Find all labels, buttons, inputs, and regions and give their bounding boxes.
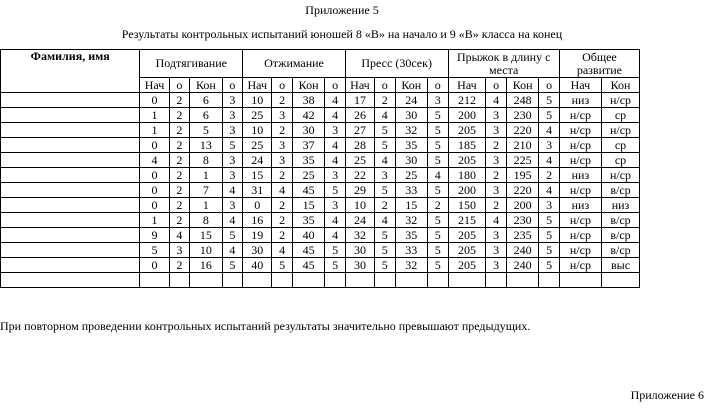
table-row (1, 183, 640, 198)
table-cell (427, 273, 448, 288)
table-cell: 5 (222, 228, 243, 243)
table-cell: 40 (292, 228, 324, 243)
table-cell: 205 (448, 243, 486, 258)
table-cell: 7 (190, 183, 222, 198)
table-cell: 24 (345, 213, 374, 228)
table-cell: н/ср (559, 183, 601, 198)
table-cell: 2 (486, 198, 507, 213)
table-cell: низ (602, 198, 640, 213)
table-cell: 235 (506, 228, 538, 243)
table-cell: 30 (395, 108, 427, 123)
table-cell: 5 (375, 228, 396, 243)
table-cell: 4 (325, 93, 346, 108)
table-cell: 5 (539, 108, 560, 123)
table-cell: 5 (272, 258, 293, 273)
page-title: Приложение 5 (305, 3, 379, 17)
table-cell: 4 (222, 213, 243, 228)
table-cell: н/ср (559, 228, 601, 243)
table-cell: 15 (292, 198, 324, 213)
table-cell: 2 (169, 108, 190, 123)
name-column-header: Фамилия, имя (1, 50, 140, 93)
table-cell: 30 (345, 258, 374, 273)
table-cell: 215 (448, 213, 486, 228)
table-cell: 45 (292, 258, 324, 273)
subheader-cell: о (222, 78, 243, 93)
table-cell: 35 (395, 228, 427, 243)
table-cell: 16 (243, 213, 272, 228)
table-cell: 205 (448, 123, 486, 138)
table-cell: 5 (427, 108, 448, 123)
name-cell (1, 273, 140, 288)
name-cell (1, 258, 140, 273)
table-cell: 8 (190, 213, 222, 228)
table-cell: 3 (325, 198, 346, 213)
table-cell: 4 (272, 243, 293, 258)
table-cell: н/ср (559, 123, 601, 138)
results-body (1, 93, 640, 288)
table-cell: 35 (292, 213, 324, 228)
table-cell (486, 273, 507, 288)
table-cell: 38 (292, 93, 324, 108)
table-cell: н/ср (559, 243, 601, 258)
table-cell (325, 273, 346, 288)
table-cell: 30 (292, 123, 324, 138)
table-cell: 4 (427, 168, 448, 183)
table-cell: 3 (272, 138, 293, 153)
table-cell: 5 (325, 183, 346, 198)
table-cell: 5 (222, 138, 243, 153)
table-cell: 4 (539, 183, 560, 198)
table-cell: 10 (243, 93, 272, 108)
table-cell: 2 (486, 138, 507, 153)
table-cell: 5 (375, 258, 396, 273)
table-cell: 35 (395, 138, 427, 153)
table-cell: 4 (375, 213, 396, 228)
table-cell: н/ср (602, 123, 640, 138)
table-cell: 1 (140, 108, 169, 123)
table-cell: 10 (190, 243, 222, 258)
table-cell: 2 (375, 93, 396, 108)
table-cell: 1 (190, 168, 222, 183)
group-header-long-jump: Прыжок в длину с места (448, 50, 559, 78)
table-cell (539, 273, 560, 288)
table-row (1, 123, 640, 138)
table-cell: 5 (140, 243, 169, 258)
table-cell: 2 (272, 228, 293, 243)
table-cell (222, 273, 243, 288)
table-cell: 25 (243, 108, 272, 123)
table-cell: 3 (486, 123, 507, 138)
table-cell: 4 (539, 123, 560, 138)
table-cell: 248 (506, 93, 538, 108)
table-cell: 3 (222, 153, 243, 168)
table-cell (602, 273, 640, 288)
table-cell: 3 (486, 243, 507, 258)
table-cell: 1 (190, 198, 222, 213)
table-cell: 2 (272, 168, 293, 183)
table-cell: 225 (506, 153, 538, 168)
table-cell: 22 (345, 168, 374, 183)
table-cell: 3 (375, 168, 396, 183)
table-cell: 4 (325, 213, 346, 228)
subheader-cell: Кон (602, 78, 640, 93)
table-cell: 200 (506, 198, 538, 213)
table-cell: 2 (427, 198, 448, 213)
table-cell: 5 (325, 243, 346, 258)
table-cell: 3 (325, 123, 346, 138)
table-cell (190, 273, 222, 288)
table-row (1, 108, 640, 123)
table-cell: 3 (222, 198, 243, 213)
table-cell: 195 (506, 168, 538, 183)
subheader-cell: Нач (243, 78, 272, 93)
table-cell: 10 (243, 123, 272, 138)
table-row (1, 153, 640, 168)
table-cell (169, 273, 190, 288)
name-cell (1, 183, 140, 198)
table-cell: н/ср (559, 138, 601, 153)
table-cell: 5 (427, 153, 448, 168)
table-cell (140, 273, 169, 288)
table-cell: 6 (190, 108, 222, 123)
table-cell: н/ср (559, 213, 601, 228)
table-cell: 180 (448, 168, 486, 183)
table-cell (272, 273, 293, 288)
table-cell: 25 (292, 168, 324, 183)
table-cell: 17 (345, 93, 374, 108)
table-cell: 220 (506, 183, 538, 198)
name-cell (1, 108, 140, 123)
table-cell: 2 (169, 153, 190, 168)
table-cell: 25 (345, 153, 374, 168)
table-cell: 4 (325, 153, 346, 168)
table-cell: 5 (539, 228, 560, 243)
subheader-cell: о (539, 78, 560, 93)
table-cell: 5 (375, 183, 396, 198)
subheader-cell: Кон (395, 78, 427, 93)
table-cell: 3 (486, 108, 507, 123)
group-header-pushups: Отжимание (243, 50, 346, 78)
table-cell: 4 (272, 183, 293, 198)
table-cell: 10 (345, 198, 374, 213)
name-cell (1, 153, 140, 168)
table-cell: 33 (395, 243, 427, 258)
table-cell: выс (602, 258, 640, 273)
table-cell: 35 (292, 153, 324, 168)
table-cell: в/ср (602, 213, 640, 228)
group-header-row (1, 50, 640, 78)
table-cell: 4 (140, 153, 169, 168)
name-cell (1, 228, 140, 243)
table-cell: 0 (140, 183, 169, 198)
table-cell: 4 (375, 153, 396, 168)
table-cell: 45 (292, 183, 324, 198)
table-cell: 240 (506, 258, 538, 273)
table-cell: 5 (375, 123, 396, 138)
table-cell: 4 (325, 108, 346, 123)
table-cell: 5 (539, 93, 560, 108)
table-cell: 2 (169, 183, 190, 198)
table-cell (559, 273, 601, 288)
table-cell: 0 (140, 198, 169, 213)
table-cell (345, 273, 374, 288)
table-row (1, 198, 640, 213)
table-cell: 2 (169, 138, 190, 153)
table-row (1, 168, 640, 183)
table-cell: 205 (448, 258, 486, 273)
table-cell: 15 (395, 198, 427, 213)
name-cell (1, 123, 140, 138)
table-cell: 200 (448, 183, 486, 198)
table-cell: 3 (222, 93, 243, 108)
table-cell: 33 (395, 183, 427, 198)
table-cell: низ (559, 198, 601, 213)
table-cell (243, 273, 272, 288)
subheader-cell: о (325, 78, 346, 93)
subheader-cell: Нач (559, 78, 601, 93)
table-cell: 26 (345, 108, 374, 123)
subheader-cell: Нач (140, 78, 169, 93)
table-cell: 3 (486, 153, 507, 168)
table-cell: 8 (190, 153, 222, 168)
table-cell: 5 (222, 258, 243, 273)
table-cell: 0 (140, 138, 169, 153)
table-cell: 13 (190, 138, 222, 153)
table-cell: 5 (427, 258, 448, 273)
table-cell: 3 (539, 198, 560, 213)
subheader-cell: Нач (448, 78, 486, 93)
table-cell: 2 (169, 168, 190, 183)
table-cell: 5 (539, 258, 560, 273)
table-cell: 3 (222, 108, 243, 123)
table-cell: 2 (539, 168, 560, 183)
table-cell: 29 (345, 183, 374, 198)
table-row (1, 243, 640, 258)
name-cell (1, 243, 140, 258)
table-cell: 15 (190, 228, 222, 243)
table-cell: 2 (169, 213, 190, 228)
name-cell (1, 138, 140, 153)
subheader-cell: о (169, 78, 190, 93)
table-cell: 200 (448, 108, 486, 123)
table-cell: 25 (243, 138, 272, 153)
table-cell: в/ср (602, 183, 640, 198)
table-cell: 42 (292, 108, 324, 123)
table-cell: 4 (486, 93, 507, 108)
table-cell: 4 (486, 213, 507, 228)
table-cell: 15 (243, 168, 272, 183)
name-cell (1, 168, 140, 183)
table-cell: 230 (506, 108, 538, 123)
table-cell: 30 (345, 243, 374, 258)
table-cell: 40 (243, 258, 272, 273)
table-cell: 3 (169, 243, 190, 258)
table-cell: 24 (243, 153, 272, 168)
table-cell: 16 (190, 258, 222, 273)
subheader-cell: о (375, 78, 396, 93)
table-cell: 30 (395, 153, 427, 168)
name-cell (1, 213, 140, 228)
table-cell: 25 (395, 168, 427, 183)
table-cell: 3 (427, 93, 448, 108)
table-cell: 205 (448, 228, 486, 243)
group-header-press: Пресс (30сек) (345, 50, 448, 78)
table-row (1, 213, 640, 228)
table-cell: 45 (292, 243, 324, 258)
table-cell: 32 (395, 258, 427, 273)
table-cell: н/ср (559, 258, 601, 273)
group-header-pullups: Подтягивание (140, 50, 243, 78)
table-cell: 5 (427, 228, 448, 243)
table-caption: Результаты контрольных испытаний юношей 8 «В» на начало и 9 «В» класса на конец (121, 27, 563, 41)
table-cell: 5 (539, 213, 560, 228)
table-cell: в/ср (602, 243, 640, 258)
table-cell (395, 273, 427, 288)
table-cell: ср (602, 153, 640, 168)
table-cell: 220 (506, 123, 538, 138)
table-cell: 150 (448, 198, 486, 213)
table-cell: 5 (190, 123, 222, 138)
table-cell: н/ср (602, 168, 640, 183)
table-cell: 27 (345, 123, 374, 138)
table-row (1, 228, 640, 243)
table-cell: н/ср (602, 93, 640, 108)
table-cell: 5 (427, 243, 448, 258)
table-cell: 1 (140, 123, 169, 138)
table-cell: 3 (486, 228, 507, 243)
table-cell: 2 (375, 198, 396, 213)
table-cell: 5 (375, 243, 396, 258)
table-cell: ср (602, 138, 640, 153)
subheader-cell: Нач (345, 78, 374, 93)
table-cell: 5 (427, 213, 448, 228)
table-cell: 28 (345, 138, 374, 153)
table-cell: 5 (539, 243, 560, 258)
table-cell: 4 (169, 228, 190, 243)
table-cell: 30 (243, 243, 272, 258)
table-cell (448, 273, 486, 288)
table-cell: 2 (272, 213, 293, 228)
table-cell: 2 (272, 123, 293, 138)
table-cell: низ (559, 168, 601, 183)
subheader-cell: Кон (190, 78, 222, 93)
table-row (1, 138, 640, 153)
table-cell: 31 (243, 183, 272, 198)
table-cell: 4 (222, 183, 243, 198)
table-cell: 0 (140, 258, 169, 273)
table-cell: 3 (222, 123, 243, 138)
subheader-cell: Кон (292, 78, 324, 93)
table-cell: 5 (427, 138, 448, 153)
table-cell: 2 (272, 93, 293, 108)
table-cell: 0 (140, 168, 169, 183)
name-cell (1, 198, 140, 213)
table-cell: 37 (292, 138, 324, 153)
table-cell: 2 (169, 93, 190, 108)
table-cell: 19 (243, 228, 272, 243)
subheader-cell: о (272, 78, 293, 93)
table-cell: 2 (169, 123, 190, 138)
table-cell: 5 (325, 258, 346, 273)
name-cell (1, 93, 140, 108)
table-cell: 24 (395, 93, 427, 108)
table-cell: 4 (539, 153, 560, 168)
group-header-overall: Общее развитие (559, 50, 639, 78)
table-cell: 1 (140, 213, 169, 228)
table-cell: 0 (243, 198, 272, 213)
table-cell: 32 (395, 123, 427, 138)
results-table (0, 49, 640, 288)
table-cell: 3 (272, 108, 293, 123)
subheader-cell: Кон (506, 78, 538, 93)
table-cell: низ (559, 93, 601, 108)
table-cell: 32 (345, 228, 374, 243)
table-cell (506, 273, 538, 288)
table-row (1, 93, 640, 108)
conclusion-text: При повторном проведении контрольных испытаний результаты значительно превышают предыдущих. (0, 319, 531, 333)
table-cell: 185 (448, 138, 486, 153)
table-cell: 4 (222, 243, 243, 258)
table-row (1, 273, 640, 288)
table-cell: 2 (169, 258, 190, 273)
table-cell: 5 (375, 138, 396, 153)
table-cell: в/ср (602, 228, 640, 243)
table-cell: 4 (375, 108, 396, 123)
table-cell: 2 (169, 198, 190, 213)
table-cell: 4 (325, 228, 346, 243)
table-cell: 5 (427, 123, 448, 138)
table-cell: 5 (427, 183, 448, 198)
table-cell: 32 (395, 213, 427, 228)
table-cell: 3 (272, 153, 293, 168)
table-cell: н/ср (559, 153, 601, 168)
table-cell: 3 (539, 138, 560, 153)
table-cell: 240 (506, 243, 538, 258)
subheader-cell: о (486, 78, 507, 93)
table-cell: 205 (448, 153, 486, 168)
table-cell: 6 (190, 93, 222, 108)
table-cell (292, 273, 324, 288)
table-cell: 3 (325, 168, 346, 183)
table-cell: ср (602, 108, 640, 123)
table-cell: 4 (325, 138, 346, 153)
table-cell: 212 (448, 93, 486, 108)
table-cell: 0 (140, 93, 169, 108)
table-cell (375, 273, 396, 288)
table-cell: н/ср (559, 108, 601, 123)
table-cell: 2 (486, 168, 507, 183)
subheader-cell: о (427, 78, 448, 93)
table-cell: 3 (486, 183, 507, 198)
table-cell: 230 (506, 213, 538, 228)
table-row (1, 258, 640, 273)
table-cell: 3 (222, 168, 243, 183)
table-cell: 210 (506, 138, 538, 153)
table-cell: 9 (140, 228, 169, 243)
footer-label: Приложение 6 (630, 388, 704, 402)
table-cell: 3 (486, 258, 507, 273)
table-cell: 2 (272, 198, 293, 213)
